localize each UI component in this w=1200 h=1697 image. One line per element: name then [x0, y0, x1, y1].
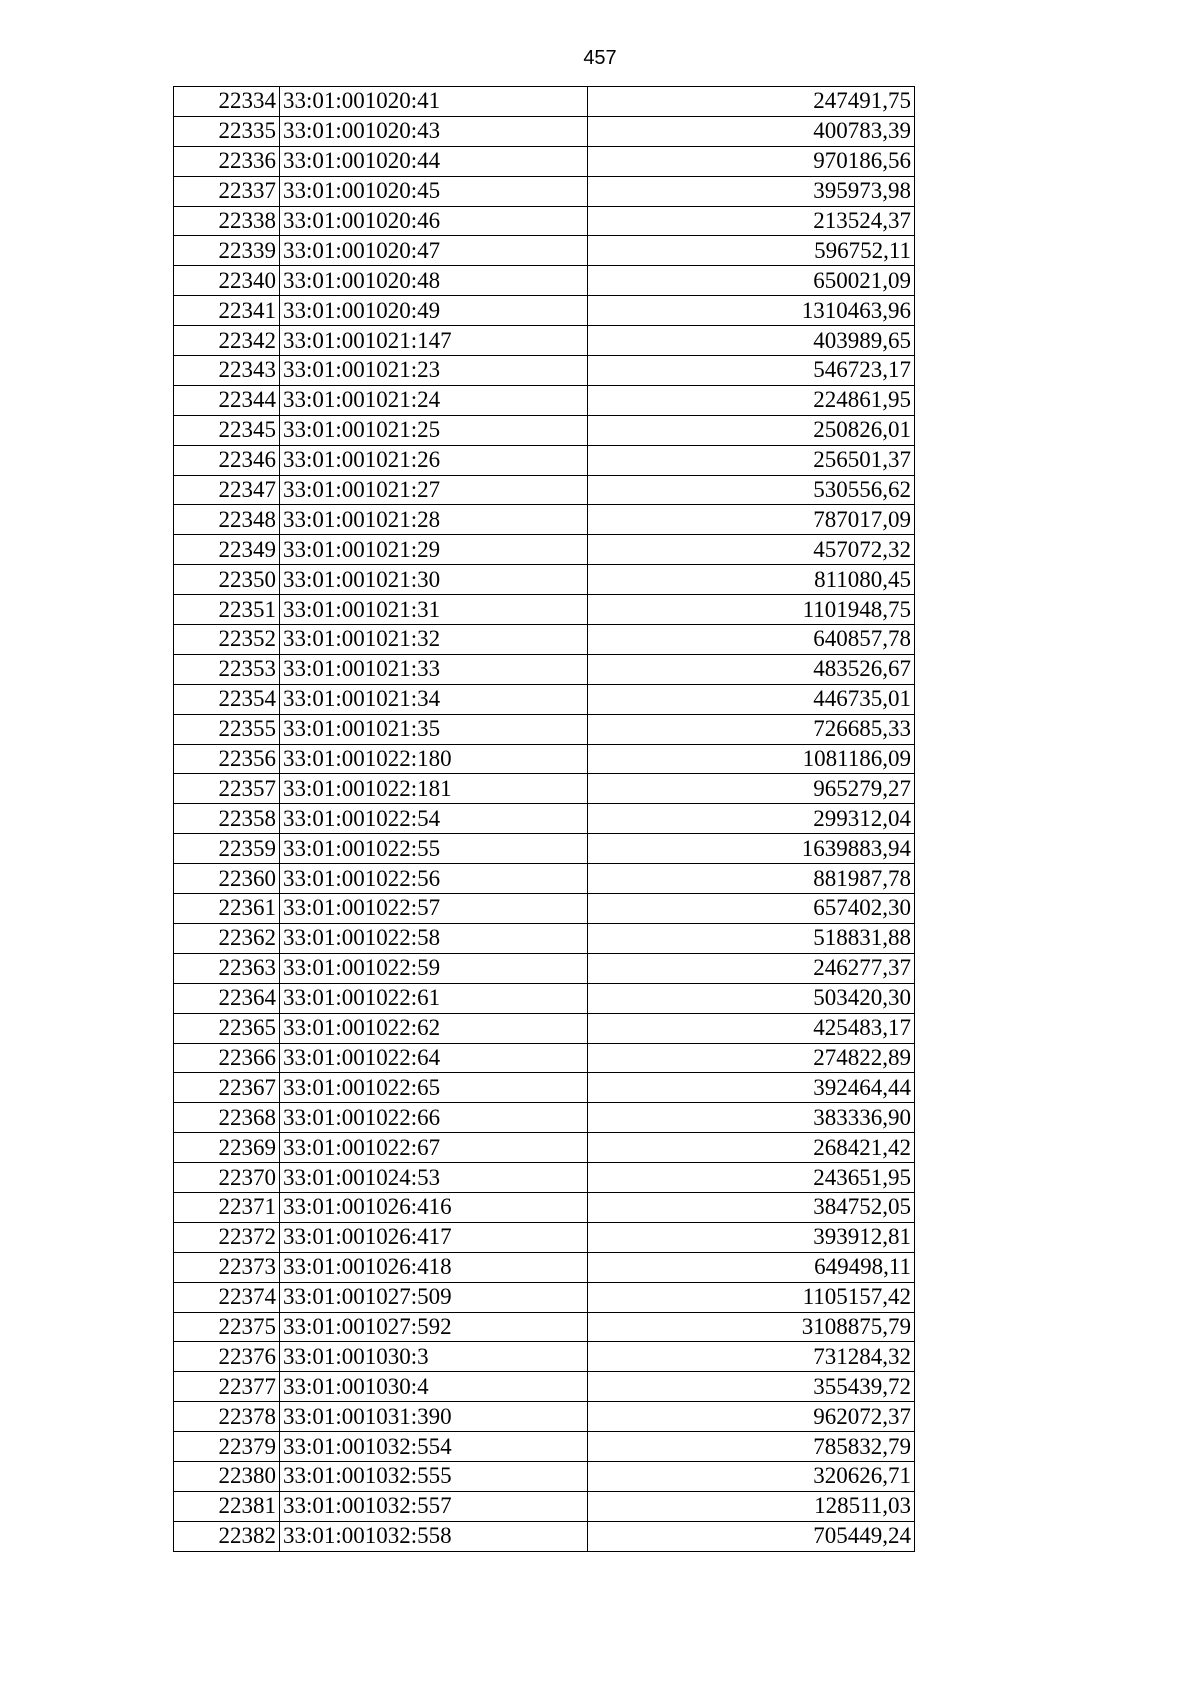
cadastral-number-cell: 33:01:001032:554 [280, 1432, 588, 1462]
row-number-cell: 22376 [174, 1342, 280, 1372]
row-number-cell: 22355 [174, 714, 280, 744]
table-row [174, 1461, 915, 1491]
table-body [174, 87, 915, 1552]
page-number: 457 [583, 47, 617, 69]
cadastral-number-cell: 33:01:001022:67 [280, 1133, 588, 1163]
cadastral-value-cell: 640857,78 [588, 625, 915, 655]
cadastral-number-cell: 33:01:001021:23 [280, 356, 588, 386]
row-number-cell: 22357 [174, 774, 280, 804]
cadastral-number-cell: 33:01:001031:390 [280, 1402, 588, 1432]
cadastral-number-cell: 33:01:001020:41 [280, 87, 588, 117]
cadastral-value-cell: 1105157,42 [588, 1282, 915, 1312]
row-number-cell: 22380 [174, 1461, 280, 1491]
row-number-cell: 22381 [174, 1491, 280, 1521]
cadastral-number-cell: 33:01:001021:147 [280, 326, 588, 356]
cadastral-number-cell: 33:01:001022:62 [280, 1013, 588, 1043]
cadastral-value-cell: 395973,98 [588, 176, 915, 206]
row-number-cell: 22358 [174, 804, 280, 834]
row-number-cell: 22338 [174, 206, 280, 236]
cadastral-value-cell: 1081186,09 [588, 744, 915, 774]
cadastral-number-cell: 33:01:001032:557 [280, 1491, 588, 1521]
cadastral-value-cell: 546723,17 [588, 356, 915, 386]
table-row [174, 296, 915, 326]
cadastral-number-cell: 33:01:001021:28 [280, 505, 588, 535]
cadastral-number-cell: 33:01:001022:55 [280, 834, 588, 864]
row-number-cell: 22341 [174, 296, 280, 326]
cadastral-value-cell: 224861,95 [588, 385, 915, 415]
cadastral-number-cell: 33:01:001022:59 [280, 953, 588, 983]
row-number-cell: 22345 [174, 415, 280, 445]
table-row [174, 1491, 915, 1521]
row-number-cell: 22335 [174, 116, 280, 146]
cadastral-number-cell: 33:01:001026:416 [280, 1192, 588, 1222]
cadastral-number-cell: 33:01:001022:64 [280, 1043, 588, 1073]
cadastral-value-cell: 1310463,96 [588, 296, 915, 326]
row-number-cell: 22347 [174, 475, 280, 505]
table-row [174, 1402, 915, 1432]
cadastral-value-cell: 965279,27 [588, 774, 915, 804]
cadastral-number-cell: 33:01:001030:3 [280, 1342, 588, 1372]
cadastral-number-cell: 33:01:001022:181 [280, 774, 588, 804]
table-row [174, 1073, 915, 1103]
table-row [174, 1222, 915, 1252]
table-row [174, 774, 915, 804]
table-row [174, 385, 915, 415]
row-number-cell: 22350 [174, 565, 280, 595]
cadastral-number-cell: 33:01:001027:509 [280, 1282, 588, 1312]
cadastral-value-cell: 393912,81 [588, 1222, 915, 1252]
table-row [174, 744, 915, 774]
row-number-cell: 22363 [174, 953, 280, 983]
cadastral-value-cell: 268421,42 [588, 1133, 915, 1163]
table-row [174, 415, 915, 445]
cadastral-number-cell: 33:01:001021:30 [280, 565, 588, 595]
cadastral-value-table [173, 86, 915, 1552]
table-row [174, 176, 915, 206]
cadastral-value-cell: 962072,37 [588, 1402, 915, 1432]
cadastral-value-cell: 128511,03 [588, 1491, 915, 1521]
cadastral-value-cell: 483526,67 [588, 654, 915, 684]
table-row [174, 356, 915, 386]
cadastral-value-cell: 299312,04 [588, 804, 915, 834]
cadastral-number-cell: 33:01:001020:43 [280, 116, 588, 146]
table-row [174, 116, 915, 146]
cadastral-value-cell: 400783,39 [588, 116, 915, 146]
cadastral-number-cell: 33:01:001021:25 [280, 415, 588, 445]
cadastral-value-cell: 256501,37 [588, 445, 915, 475]
row-number-cell: 22372 [174, 1222, 280, 1252]
row-number-cell: 22336 [174, 146, 280, 176]
cadastral-value-cell: 384752,05 [588, 1192, 915, 1222]
cadastral-number-cell: 33:01:001022:54 [280, 804, 588, 834]
cadastral-number-cell: 33:01:001021:27 [280, 475, 588, 505]
table-row [174, 1342, 915, 1372]
row-number-cell: 22367 [174, 1073, 280, 1103]
cadastral-value-cell: 649498,11 [588, 1252, 915, 1282]
table-row [174, 1192, 915, 1222]
table-row [174, 1163, 915, 1193]
cadastral-number-cell: 33:01:001026:417 [280, 1222, 588, 1252]
row-number-cell: 22351 [174, 595, 280, 625]
table-row [174, 983, 915, 1013]
table-row [174, 625, 915, 655]
row-number-cell: 22375 [174, 1312, 280, 1342]
cadastral-number-cell: 33:01:001021:35 [280, 714, 588, 744]
row-number-cell: 22334 [174, 87, 280, 117]
cadastral-value-cell: 446735,01 [588, 684, 915, 714]
cadastral-value-cell: 518831,88 [588, 923, 915, 953]
table-row [174, 834, 915, 864]
cadastral-value-cell: 881987,78 [588, 864, 915, 894]
cadastral-number-cell: 33:01:001020:44 [280, 146, 588, 176]
row-number-cell: 22377 [174, 1372, 280, 1402]
cadastral-number-cell: 33:01:001030:4 [280, 1372, 588, 1402]
table-row [174, 1372, 915, 1402]
cadastral-value-cell: 530556,62 [588, 475, 915, 505]
cadastral-value-cell: 320626,71 [588, 1461, 915, 1491]
cadastral-number-cell: 33:01:001021:33 [280, 654, 588, 684]
cadastral-value-cell: 243651,95 [588, 1163, 915, 1193]
table-row [174, 266, 915, 296]
row-number-cell: 22382 [174, 1521, 280, 1551]
row-number-cell: 22342 [174, 326, 280, 356]
cadastral-number-cell: 33:01:001020:47 [280, 236, 588, 266]
row-number-cell: 22366 [174, 1043, 280, 1073]
table-row [174, 684, 915, 714]
cadastral-value-cell: 247491,75 [588, 87, 915, 117]
table-row [174, 565, 915, 595]
cadastral-value-cell: 425483,17 [588, 1013, 915, 1043]
cadastral-number-cell: 33:01:001021:29 [280, 535, 588, 565]
cadastral-number-cell: 33:01:001022:57 [280, 894, 588, 924]
cadastral-number-cell: 33:01:001020:49 [280, 296, 588, 326]
cadastral-number-cell: 33:01:001022:180 [280, 744, 588, 774]
row-number-cell: 22349 [174, 535, 280, 565]
cadastral-value-cell: 650021,09 [588, 266, 915, 296]
row-number-cell: 22344 [174, 385, 280, 415]
table-row [174, 595, 915, 625]
table-row [174, 953, 915, 983]
row-number-cell: 22354 [174, 684, 280, 714]
row-number-cell: 22353 [174, 654, 280, 684]
table-row [174, 1282, 915, 1312]
cadastral-value-cell: 246277,37 [588, 953, 915, 983]
cadastral-value-cell: 403989,65 [588, 326, 915, 356]
cadastral-value-cell: 355439,72 [588, 1372, 915, 1402]
cadastral-number-cell: 33:01:001022:58 [280, 923, 588, 953]
row-number-cell: 22378 [174, 1402, 280, 1432]
row-number-cell: 22339 [174, 236, 280, 266]
row-number-cell: 22369 [174, 1133, 280, 1163]
table-row [174, 1043, 915, 1073]
cadastral-value-cell: 1639883,94 [588, 834, 915, 864]
table-row [174, 1312, 915, 1342]
row-number-cell: 22352 [174, 625, 280, 655]
cadastral-value-cell: 785832,79 [588, 1432, 915, 1462]
row-number-cell: 22360 [174, 864, 280, 894]
table-row [174, 1252, 915, 1282]
table-row [174, 146, 915, 176]
cadastral-number-cell: 33:01:001020:45 [280, 176, 588, 206]
cadastral-value-cell: 274822,89 [588, 1043, 915, 1073]
table-row [174, 326, 915, 356]
row-number-cell: 22364 [174, 983, 280, 1013]
row-number-cell: 22343 [174, 356, 280, 386]
cadastral-value-cell: 705449,24 [588, 1521, 915, 1551]
table-row [174, 505, 915, 535]
cadastral-value-cell: 970186,56 [588, 146, 915, 176]
row-number-cell: 22373 [174, 1252, 280, 1282]
cadastral-number-cell: 33:01:001022:61 [280, 983, 588, 1013]
cadastral-value-cell: 657402,30 [588, 894, 915, 924]
cadastral-number-cell: 33:01:001021:32 [280, 625, 588, 655]
cadastral-number-cell: 33:01:001032:555 [280, 1461, 588, 1491]
table-row [174, 804, 915, 834]
table-row [174, 1013, 915, 1043]
cadastral-number-cell: 33:01:001026:418 [280, 1252, 588, 1282]
row-number-cell: 22374 [174, 1282, 280, 1312]
table-row [174, 1103, 915, 1133]
table-row [174, 894, 915, 924]
cadastral-number-cell: 33:01:001021:24 [280, 385, 588, 415]
cadastral-number-cell: 33:01:001020:48 [280, 266, 588, 296]
cadastral-value-cell: 213524,37 [588, 206, 915, 236]
cadastral-value-cell: 1101948,75 [588, 595, 915, 625]
row-number-cell: 22371 [174, 1192, 280, 1222]
cadastral-value-cell: 787017,09 [588, 505, 915, 535]
cadastral-number-cell: 33:01:001024:53 [280, 1163, 588, 1193]
cadastral-value-cell: 503420,30 [588, 983, 915, 1013]
cadastral-value-cell: 383336,90 [588, 1103, 915, 1133]
table-row [174, 87, 915, 117]
row-number-cell: 22368 [174, 1103, 280, 1133]
table-row [174, 1133, 915, 1163]
cadastral-value-cell: 457072,32 [588, 535, 915, 565]
table-row [174, 1521, 915, 1551]
table-row [174, 445, 915, 475]
cadastral-value-cell: 3108875,79 [588, 1312, 915, 1342]
cadastral-number-cell: 33:01:001027:592 [280, 1312, 588, 1342]
row-number-cell: 22356 [174, 744, 280, 774]
cadastral-number-cell: 33:01:001022:65 [280, 1073, 588, 1103]
cadastral-number-cell: 33:01:001022:56 [280, 864, 588, 894]
row-number-cell: 22361 [174, 894, 280, 924]
table-row [174, 236, 915, 266]
table-row [174, 714, 915, 744]
cadastral-number-cell: 33:01:001021:26 [280, 445, 588, 475]
cadastral-number-cell: 33:01:001020:46 [280, 206, 588, 236]
table-row [174, 864, 915, 894]
cadastral-number-cell: 33:01:001032:558 [280, 1521, 588, 1551]
row-number-cell: 22359 [174, 834, 280, 864]
cadastral-value-cell: 731284,32 [588, 1342, 915, 1372]
table-row [174, 1432, 915, 1462]
row-number-cell: 22362 [174, 923, 280, 953]
cadastral-number-cell: 33:01:001021:31 [280, 595, 588, 625]
row-number-cell: 22348 [174, 505, 280, 535]
table-row [174, 535, 915, 565]
row-number-cell: 22346 [174, 445, 280, 475]
cadastral-value-cell: 392464,44 [588, 1073, 915, 1103]
cadastral-value-cell: 726685,33 [588, 714, 915, 744]
row-number-cell: 22370 [174, 1163, 280, 1193]
table-row [174, 654, 915, 684]
cadastral-number-cell: 33:01:001021:34 [280, 684, 588, 714]
cadastral-value-cell: 811080,45 [588, 565, 915, 595]
row-number-cell: 22365 [174, 1013, 280, 1043]
cadastral-number-cell: 33:01:001022:66 [280, 1103, 588, 1133]
table-row [174, 923, 915, 953]
table-row [174, 206, 915, 236]
row-number-cell: 22340 [174, 266, 280, 296]
table-row [174, 475, 915, 505]
row-number-cell: 22337 [174, 176, 280, 206]
cadastral-value-cell: 250826,01 [588, 415, 915, 445]
row-number-cell: 22379 [174, 1432, 280, 1462]
cadastral-value-cell: 596752,11 [588, 236, 915, 266]
